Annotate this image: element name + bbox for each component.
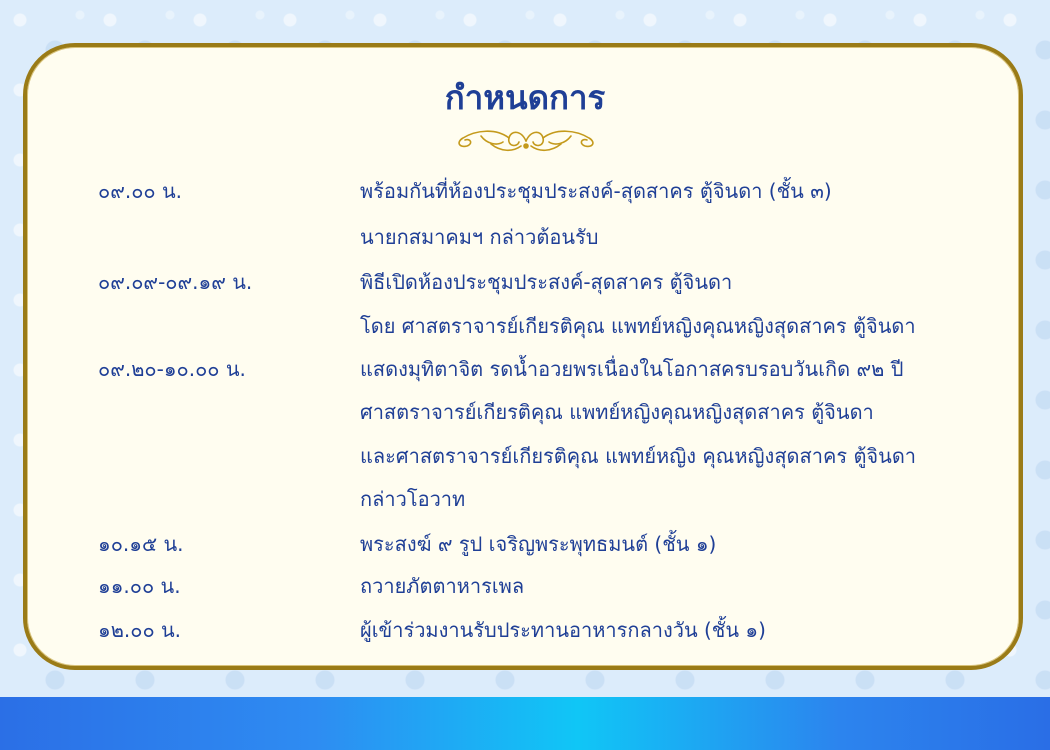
schedule-time: ๐๙.๐๐ น. bbox=[98, 179, 183, 203]
schedule-activity: พิธีเปิดห้องประชุมประสงค์-สุดสาคร ตู้จินดา bbox=[360, 270, 733, 294]
schedule-activity: ผู้เข้าร่วมงานรับประทานอาหารกลางวัน (ชั้น ๑) bbox=[360, 618, 766, 642]
schedule-activity: และศาสตราจารย์เกียรติคุณ แพทย์หญิง คุณหญิงสุดสาคร ตู้จินดา bbox=[360, 444, 917, 468]
schedule-time: ๐๙.๐๙-๐๙.๑๙ น. bbox=[98, 270, 253, 294]
schedule-activity: โดย ศาสตราจารย์เกียรติคุณ แพทย์หญิงคุณหญิงสุดสาคร ตู้จินดา bbox=[360, 314, 916, 338]
schedule-activity: ศาสตราจารย์เกียรติคุณ แพทย์หญิงคุณหญิงสุดสาคร ตู้จินดา bbox=[360, 400, 874, 424]
schedule-time: ๑๑.๐๐ น. bbox=[98, 574, 181, 598]
schedule-time: ๐๙.๒๐-๑๐.๐๐ น. bbox=[98, 357, 246, 381]
schedule-activity: ถวายภัตตาหารเพล bbox=[360, 574, 525, 598]
schedule-activity: นายกสมาคมฯ กล่าวต้อนรับ bbox=[360, 225, 599, 249]
schedule-activity: พร้อมกันที่ห้องประชุมประสงค์-สุดสาคร ตู้จินดา (ชั้น ๓) bbox=[360, 179, 832, 203]
schedule-activity: กล่าวโอวาท bbox=[360, 487, 466, 511]
gold-flourish-icon bbox=[451, 124, 601, 158]
schedule-time: ๑๒.๐๐ น. bbox=[98, 618, 182, 642]
schedule-time: ๑๐.๑๕ น. bbox=[98, 532, 184, 556]
schedule-activity: แสดงมุทิตาจิต รดน้ำอวยพรเนื่องในโอกาสครบรอบวันเกิด ๙๒ ปี bbox=[360, 357, 904, 381]
schedule-activity: พระสงฆ์ ๙ รูป เจริญพระพุทธมนต์ (ชั้น ๑) bbox=[360, 532, 717, 556]
page-title: กำหนดการ bbox=[444, 78, 606, 117]
bottom-band bbox=[0, 697, 1050, 750]
